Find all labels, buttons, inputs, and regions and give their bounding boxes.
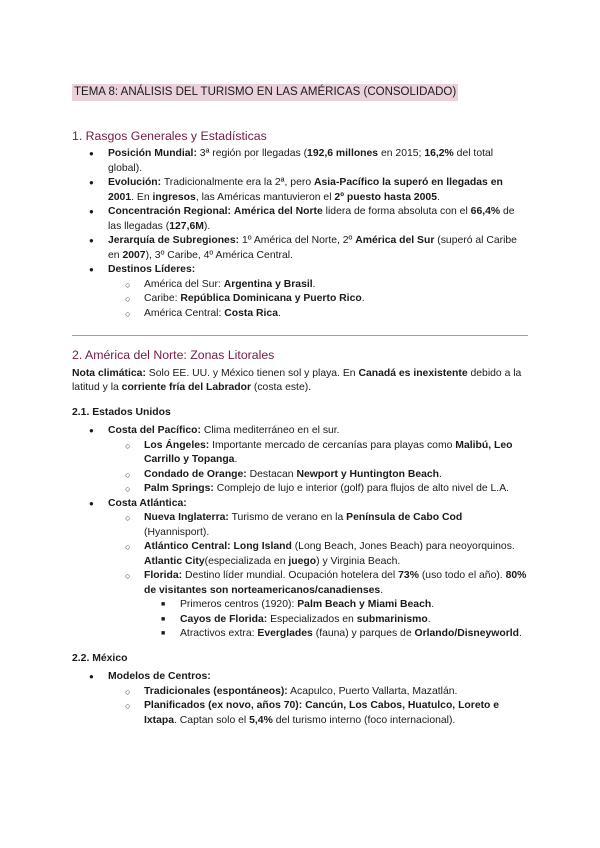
list-item: ○ Palm Springs: Complejo de lujo e interior (golf) para flujos de alto nivel de L.A. [108,482,528,497]
list-item: ○ Tradicionales (espontáneos): Acapulco, Puerto Vallarta, Mazatlán. [108,685,528,700]
subsection-eeuu-heading: 2.1. Estados Unidos [72,406,171,418]
florida-list [144,598,528,642]
item-label: Posición Mundial: [108,148,197,159]
list-item: ● Posición Mundial: 3ª región por llegadas (192,6 millones en 2015; 16,2% del total global). [72,147,528,176]
section-1-heading: 1. Rasgos Generales y Estadísticas [72,128,267,143]
list-item: ● Costa Atlántica: ○ Nueva Inglaterra: Turismo de verano en la Península de Cabo Cod (Hyannisport). ○ Atlántico Central: Long Island (Long Beach, Jones Beach) para neoyorquinos. Atlantic City(especializada en juego) y Virginia Beach. ○ Florida: Destino líder mundial. Ocupación hotelera del 73% (uso todo el año). 80% de visitantes son norteamericanos/canadienses. ■ Primeros centros (1920): Palm Beach y Miami Beach. ■ Cayos de Florida: Especializados en submarinismo. ■ Atractivos extra: Everglades (fauna) y parques de Orlando/Disneyworld. [72,497,528,642]
list-item: ● Concentración Regional: América del Norte lidera de forma absoluta con el 66,4% de las llegadas (127,6M). [72,205,528,234]
list-item: ● Costa del Pacífico: Clima mediterráneo en el sur. ○ Los Ángeles: Importante mercado de cercanías para playas como Malibú, Leo Carrillo y Topanga. ○ Condado de Orange: Destacan Newport y Huntington Beach. ○ Palm Springs: Complejo de lujo e interior (golf) para flujos de alto nivel de L.A. [72,424,528,497]
list-item [72,263,528,321]
list-item: ■ Atractivos extra: Everglades (fauna) y parques de Orlando/Disneyworld. [144,627,528,642]
list-item: ○ Condado de Orange: Destacan Newport y Huntington Beach. [108,468,528,483]
list-item: ○ Planificados (ex novo, años 70): Cancún, Los Cabos, Huatulco, Loreto e Ixtapa. Captan solo el 5,4% del turismo interno (foco internacional). [108,699,528,728]
models-list [108,685,528,729]
subsection-mexico-heading: 2.2. México [72,652,128,664]
list-item: ● Jerarquía de Subregiones: 1º América del Norte, 2º América del Sur (superó al Caribe en 2007), 3º Caribe, 4º América Central. [72,234,528,263]
list-item: ■ Primeros centros (1920): Palm Beach y Miami Beach. [144,598,528,613]
destinos-list [108,278,528,322]
mexico-list [72,670,528,728]
list-item: ● Evolución: Tradicionalmente era la 2ª, pero Asia-Pacífico la superó en llegadas en 2001. En ingresos, las Américas mantuvieron el 2º puesto hasta 2005. [72,176,528,205]
list-item: ○ Los Ángeles: Importante mercado de cercanías para playas como Malibú, Leo Carrillo y Topanga. [108,439,528,468]
pacific-list [108,439,528,497]
list-item: ○ Atlántico Central: Long Island (Long Beach, Jones Beach) para neoyorquinos. Atlantic City(especializada en juego) y Virginia Beach. [108,540,528,569]
list-item: ○ Caribe: República Dominicana y Puerto Rico. [108,292,528,307]
climate-note: Nota climática: Solo EE. UU. y México tienen sol y playa. En Canadá es inexistente debido a la latitud y la corriente fría del Labrador (costa este). [72,367,522,393]
list-item: ○ América del Sur: Argentina y Brasil. [108,278,528,293]
item-label: Concentración Regional: [108,206,231,217]
list-item: ○ América Central: Costa Rica. [108,307,528,322]
item-label: Evolución: [108,177,162,188]
eeuu-list [72,424,528,642]
divider [72,335,528,336]
item-label: Destinos Líderes: [108,264,196,275]
list-item: ■ Cayos de Florida: Especializados en submarinismo. [144,613,528,628]
section-2-heading: 2. América del Norte: Zonas Litorales [72,348,275,362]
document-title: TEMA 8: ANÁLISIS DEL TURISMO EN LAS AMÉRICAS (CONSOLIDADO) [72,84,458,101]
section-1-list [72,147,528,321]
item-label: Jerarquía de Subregiones: [108,235,240,246]
list-item: ○ Nueva Inglaterra: Turismo de verano en la Península de Cabo Cod (Hyannisport). [108,511,528,540]
atlantic-list [108,511,528,642]
list-item: ○ Florida: Destino líder mundial. Ocupación hotelera del 73% (uso todo el año). 80% de visitantes son norteamericanos/canadienses. ■ Primeros centros (1920): Palm Beach y Miami Beach. ■ Cayos de Florida: Especializados en submarinismo. ■ Atractivos extra: Everglades (fauna) y parques de Orlando/Disneyworld. [108,569,528,642]
list-item: ● Modelos de Centros: ○ Tradicionales (espontáneos): Acapulco, Puerto Vallarta, Mazatlán. ○ Planificados (ex novo, años 70): Cancún, Los Cabos, Huatulco, Loreto e Ixtapa. Captan solo el 5,4% del turismo interno (foco internacional). [72,670,528,728]
